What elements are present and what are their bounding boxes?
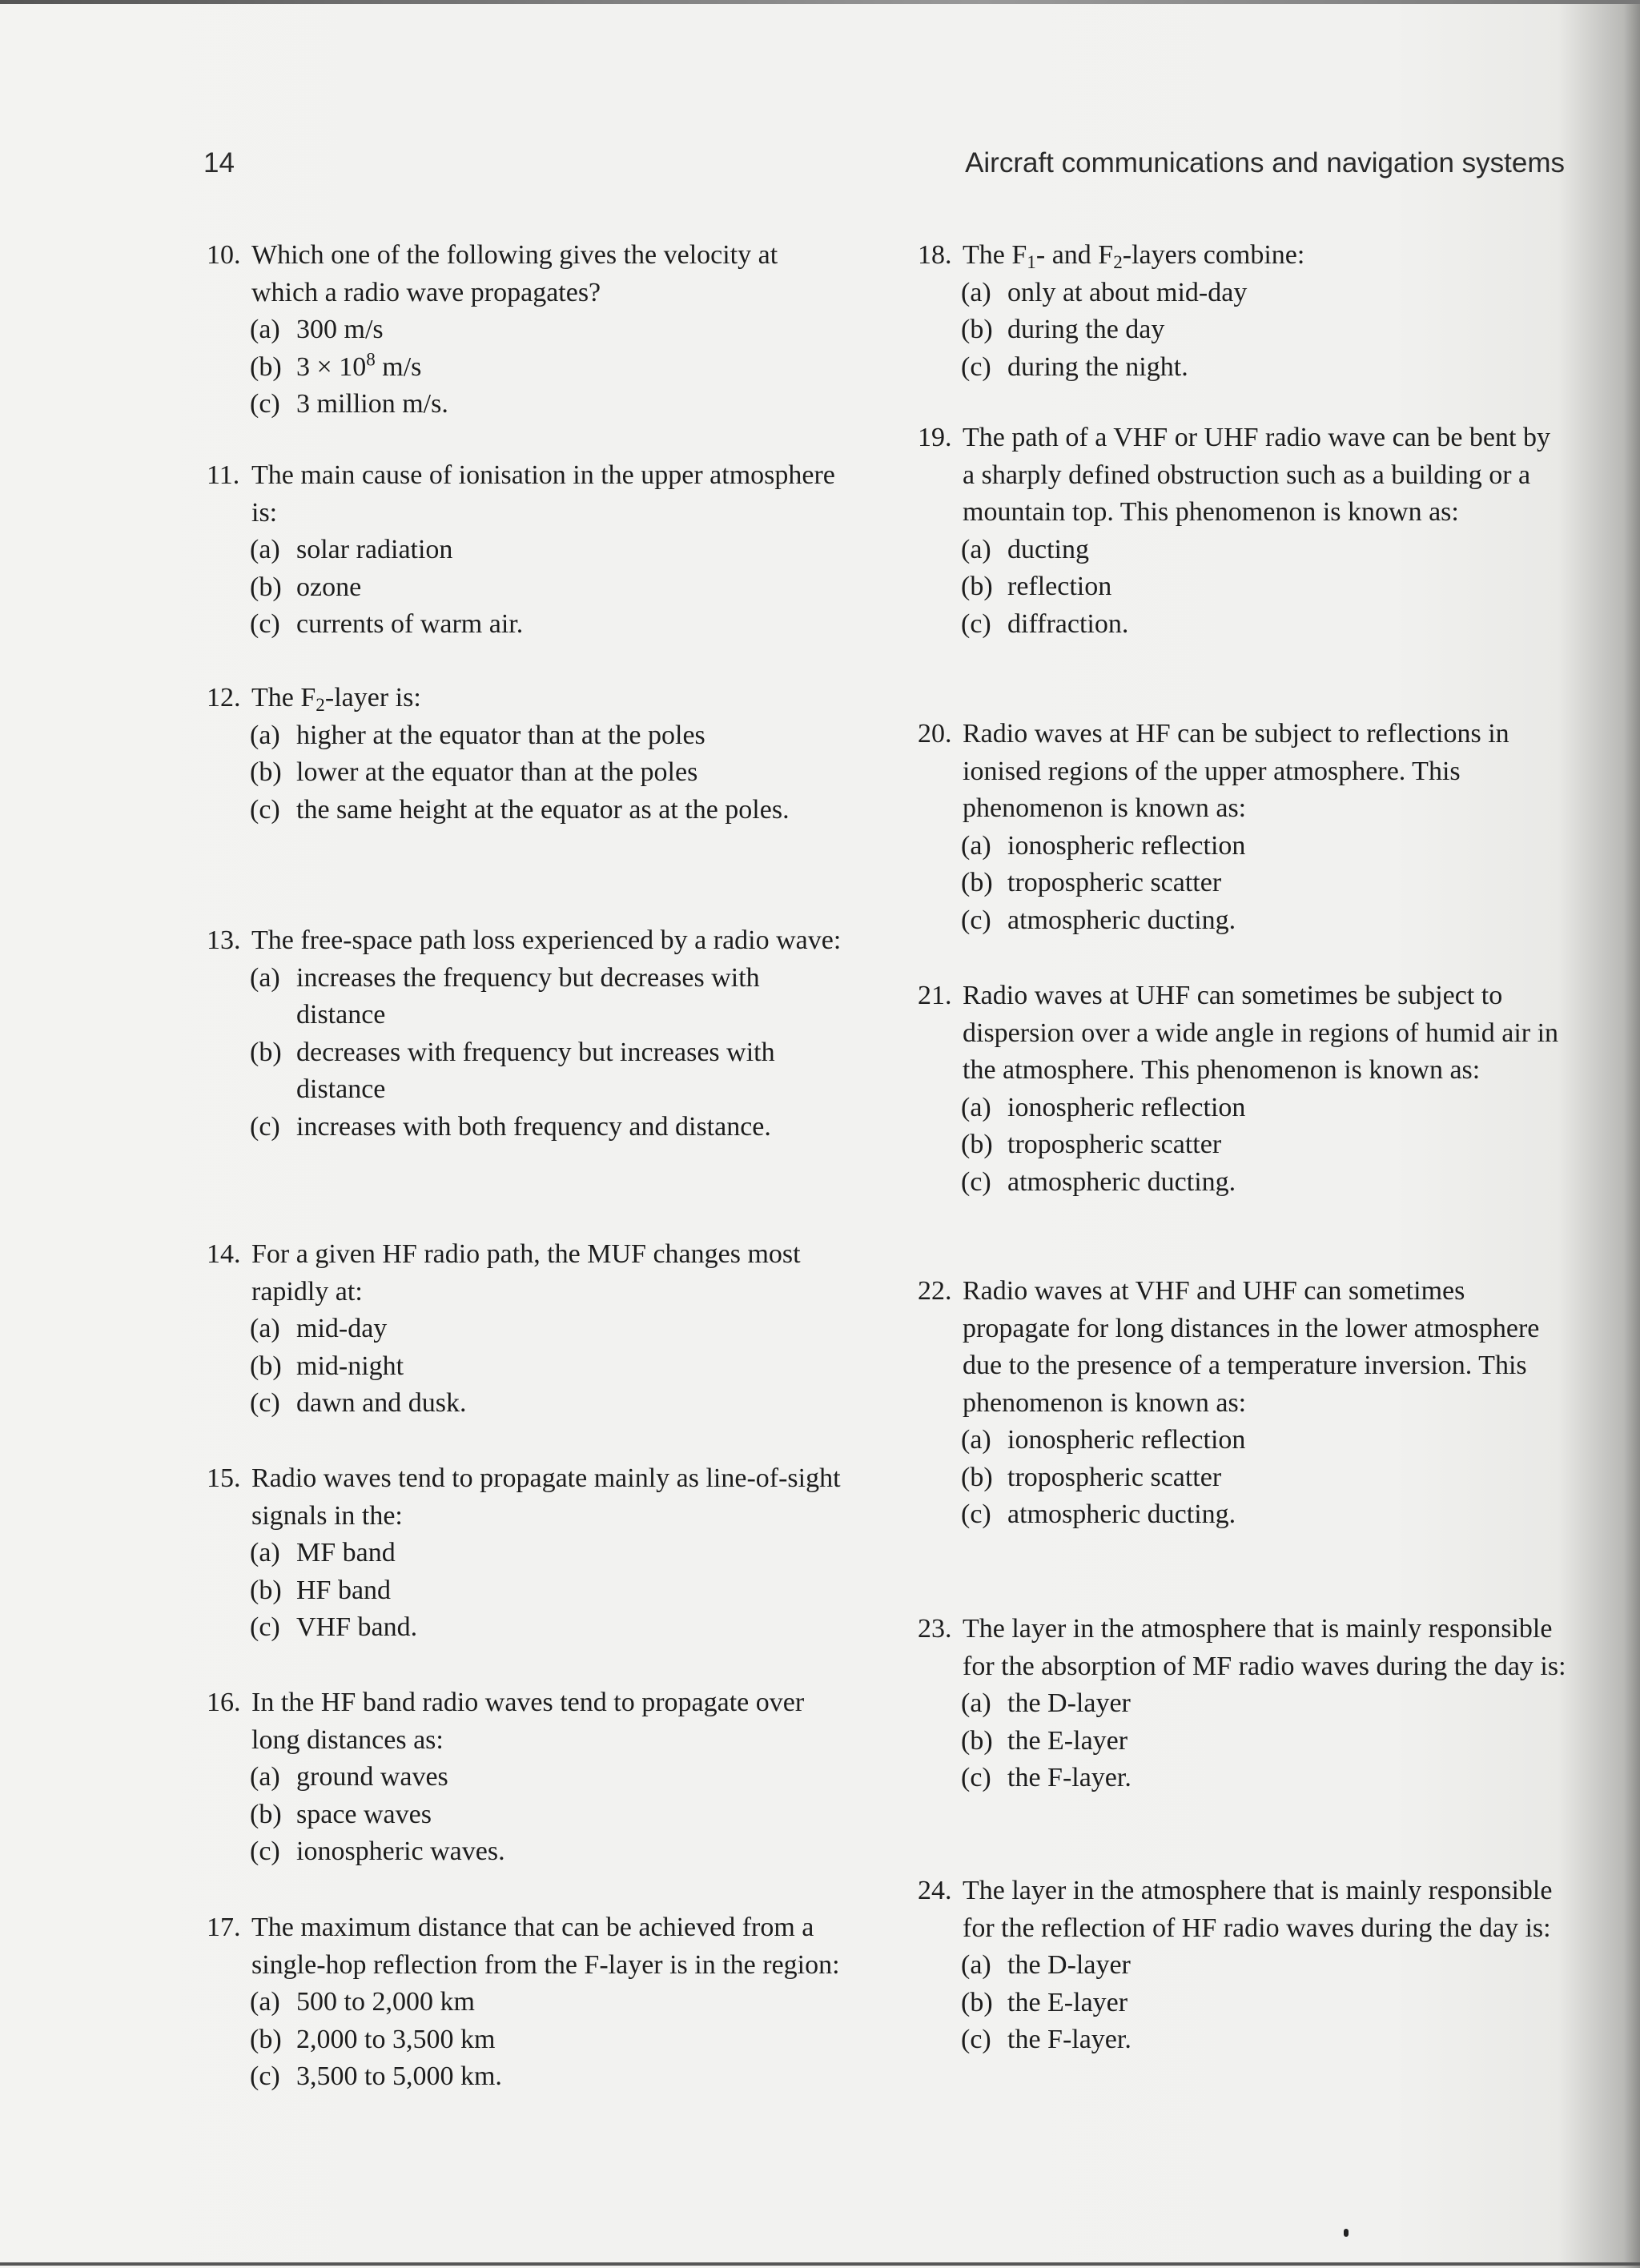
option-c: (c) ionospheric waves. (250, 1836, 505, 1866)
option-b: (b) tropospheric scatter (961, 868, 1222, 897)
question-stem: Radio waves at HF can be subject to reflections in ionised regions of the upper atmosphere. This phenomenon is known as: (963, 719, 1509, 823)
question-stem: The $F_2$-layer is: (251, 683, 421, 716)
question-stem: The $F_1-$ and $F_2$-layers combine: (963, 240, 1305, 273)
option-b: (b) 2,000 to 3,500 km (250, 2024, 496, 2054)
question-number: 10. (207, 240, 241, 270)
option-a: (a) ducting (961, 534, 1089, 564)
question-number: 18. (918, 240, 952, 270)
question-stem: The free-space path loss experienced by a radio wave: (251, 925, 842, 955)
bottom-edge-rule (0, 2262, 1640, 2266)
option-a: (a) only at about mid-day (961, 277, 1248, 307)
question-stem: Which one of the following gives the velocity at which a radio wave propagates? (251, 240, 778, 307)
question-number: 16. (207, 1688, 241, 1717)
question-number: 21. (918, 981, 952, 1010)
option-list (250, 1311, 847, 1423)
question-number: 19. (918, 423, 952, 452)
option-b: (b) $3 \times 10^8$ m/s (250, 349, 847, 387)
question-number: 20. (918, 719, 952, 749)
option-a: (a) solar radiation (250, 535, 453, 564)
option-b: (b) lower at the equator than at the poles (250, 757, 698, 787)
option-a: (a) ionospheric reflection (961, 830, 1246, 861)
question-24 (918, 1873, 1566, 2059)
question-12 (207, 680, 847, 829)
option-a: (a) MF band (250, 1538, 396, 1568)
option-c: (c) the F-layer. (961, 1763, 1132, 1792)
question-19 (918, 419, 1566, 643)
question-stem: In the HF band radio waves tend to propagate over long distances as: (251, 1688, 805, 1755)
option-list (961, 1422, 1566, 1534)
option-c: (c) atmospheric ducting. (961, 905, 1236, 935)
option-list (961, 275, 1566, 387)
option-a: (a) the D-layer (961, 1688, 1131, 1718)
question-13 (207, 922, 847, 1146)
option-list (961, 828, 1566, 940)
option-b: (b) decreases with frequency but increases with distance (250, 1037, 775, 1104)
option-b: (b) mid-night (250, 1351, 404, 1381)
option-a: (a) mid-day (250, 1314, 388, 1343)
question-stem: For a given HF radio path, the MUF changes most rapidly at: (251, 1239, 801, 1307)
question-16 (207, 1684, 847, 1871)
question-number: 15. (207, 1463, 241, 1493)
option-list (250, 1984, 847, 2096)
option-c: (c) 3,500 to 5,000 km. (250, 2061, 502, 2091)
question-stem: The path of a VHF or UHF radio wave can be bent by a sharply defined obstruction such as a building or a mountain top. This phenomenon is known as: (963, 423, 1550, 527)
option-b: (b) HF band (250, 1575, 392, 1605)
page-number: 14 (203, 147, 235, 179)
question-15 (207, 1460, 847, 1647)
option-a: (a) ionospheric reflection (961, 1425, 1246, 1455)
option-c: (c) VHF band. (250, 1612, 418, 1642)
option-c: (c) atmospheric ducting. (961, 1166, 1236, 1197)
option-a: (a) the D-layer (961, 1950, 1131, 1980)
option-b: (b) the E-layer (961, 1725, 1128, 1756)
option-a: (a) ground waves (250, 1762, 448, 1792)
question-number: 13. (207, 925, 241, 955)
option-list (961, 532, 1566, 644)
option-b: (b) tropospheric scatter (961, 1130, 1222, 1159)
ink-speck (1344, 2229, 1349, 2237)
question-stem: The main cause of ionisation in the upper atmosphere is: (251, 460, 835, 528)
question-stem: The layer in the atmosphere that is mainly responsible for the absorption of MF radio waves during the day is: (963, 1614, 1566, 1681)
option-list (961, 1090, 1566, 1202)
option-a: (a) 500 to 2,000 km (250, 1987, 475, 2017)
question-stem: The layer in the atmosphere that is mainly responsible for the reflection of HF radio waves during the day is: (963, 1876, 1553, 1943)
question-number: 14. (207, 1239, 241, 1269)
question-17 (207, 1909, 847, 2096)
option-c: (c) 3 million m/s. (250, 389, 448, 419)
option-b: (b) the E-layer (961, 1987, 1128, 2017)
question-20 (918, 716, 1566, 939)
question-number: 22. (918, 1276, 952, 1306)
option-a: (a) ionospheric reflection (961, 1092, 1246, 1122)
option-list (961, 1947, 1566, 2059)
question-11 (207, 457, 847, 644)
option-c: (c) increases with both frequency and distance. (250, 1111, 771, 1142)
option-c: (c) the F-layer. (961, 2025, 1132, 2054)
option-list (250, 532, 847, 644)
option-list (250, 717, 847, 829)
question-18 (918, 237, 1566, 386)
option-a: (a) 300 m/s (250, 315, 384, 344)
question-22 (918, 1273, 1566, 1534)
question-stem: The maximum distance that can be achieved from a single-hop reflection from the F-layer is in the region: (251, 1913, 840, 1980)
option-b: (b) tropospheric scatter (961, 1462, 1222, 1492)
option-b: (b) during the day (961, 315, 1165, 344)
question-number: 23. (918, 1614, 952, 1644)
question-number: 24. (918, 1876, 952, 1905)
question-23 (918, 1611, 1566, 1797)
question-14 (207, 1236, 847, 1423)
question-stem: Radio waves at UHF can sometimes be subject to dispersion over a wide angle in regions of humid air in the atmosphere. This phenomenon is known as: (963, 981, 1559, 1085)
option-c: (c) during the night. (961, 351, 1188, 382)
option-a: (a) higher at the equator than at the poles (250, 720, 705, 750)
option-c: (c) dawn and dusk. (250, 1388, 467, 1418)
option-b: (b) reflection (961, 572, 1112, 601)
question-stem: Radio waves at VHF and UHF can sometimes propagate for long distances in the lower atmosphere due to the presence of a temperature inversion. This phenomenon is known as: (963, 1276, 1540, 1418)
option-c: (c) the same height at the equator as at the poles. (250, 794, 790, 825)
question-number: 12. (207, 683, 241, 713)
question-21 (918, 977, 1566, 1201)
question-stem: Radio waves tend to propagate mainly as line-of-sight signals in the: (251, 1463, 841, 1531)
option-b: (b) space waves (250, 1799, 432, 1829)
option-list (250, 311, 847, 423)
option-c: (c) atmospheric ducting. (961, 1499, 1236, 1529)
question-number: 17. (207, 1913, 241, 1942)
option-a: (a) increases the frequency but decreases with distance (250, 962, 760, 1030)
running-head: Aircraft communications and navigation systems (965, 147, 1565, 179)
option-c: (c) currents of warm air. (250, 609, 524, 639)
option-c: (c) diffraction. (961, 608, 1129, 639)
top-edge-rule (0, 0, 1640, 4)
question-10 (207, 237, 847, 423)
option-b: (b) ozone (250, 572, 362, 602)
question-number: 11. (207, 460, 240, 490)
option-list (250, 960, 847, 1146)
option-b-text: $3 \times 10^8$ m/s (296, 348, 422, 382)
option-list (250, 1535, 847, 1647)
option-list (250, 1759, 847, 1871)
option-list (961, 1685, 1566, 1797)
